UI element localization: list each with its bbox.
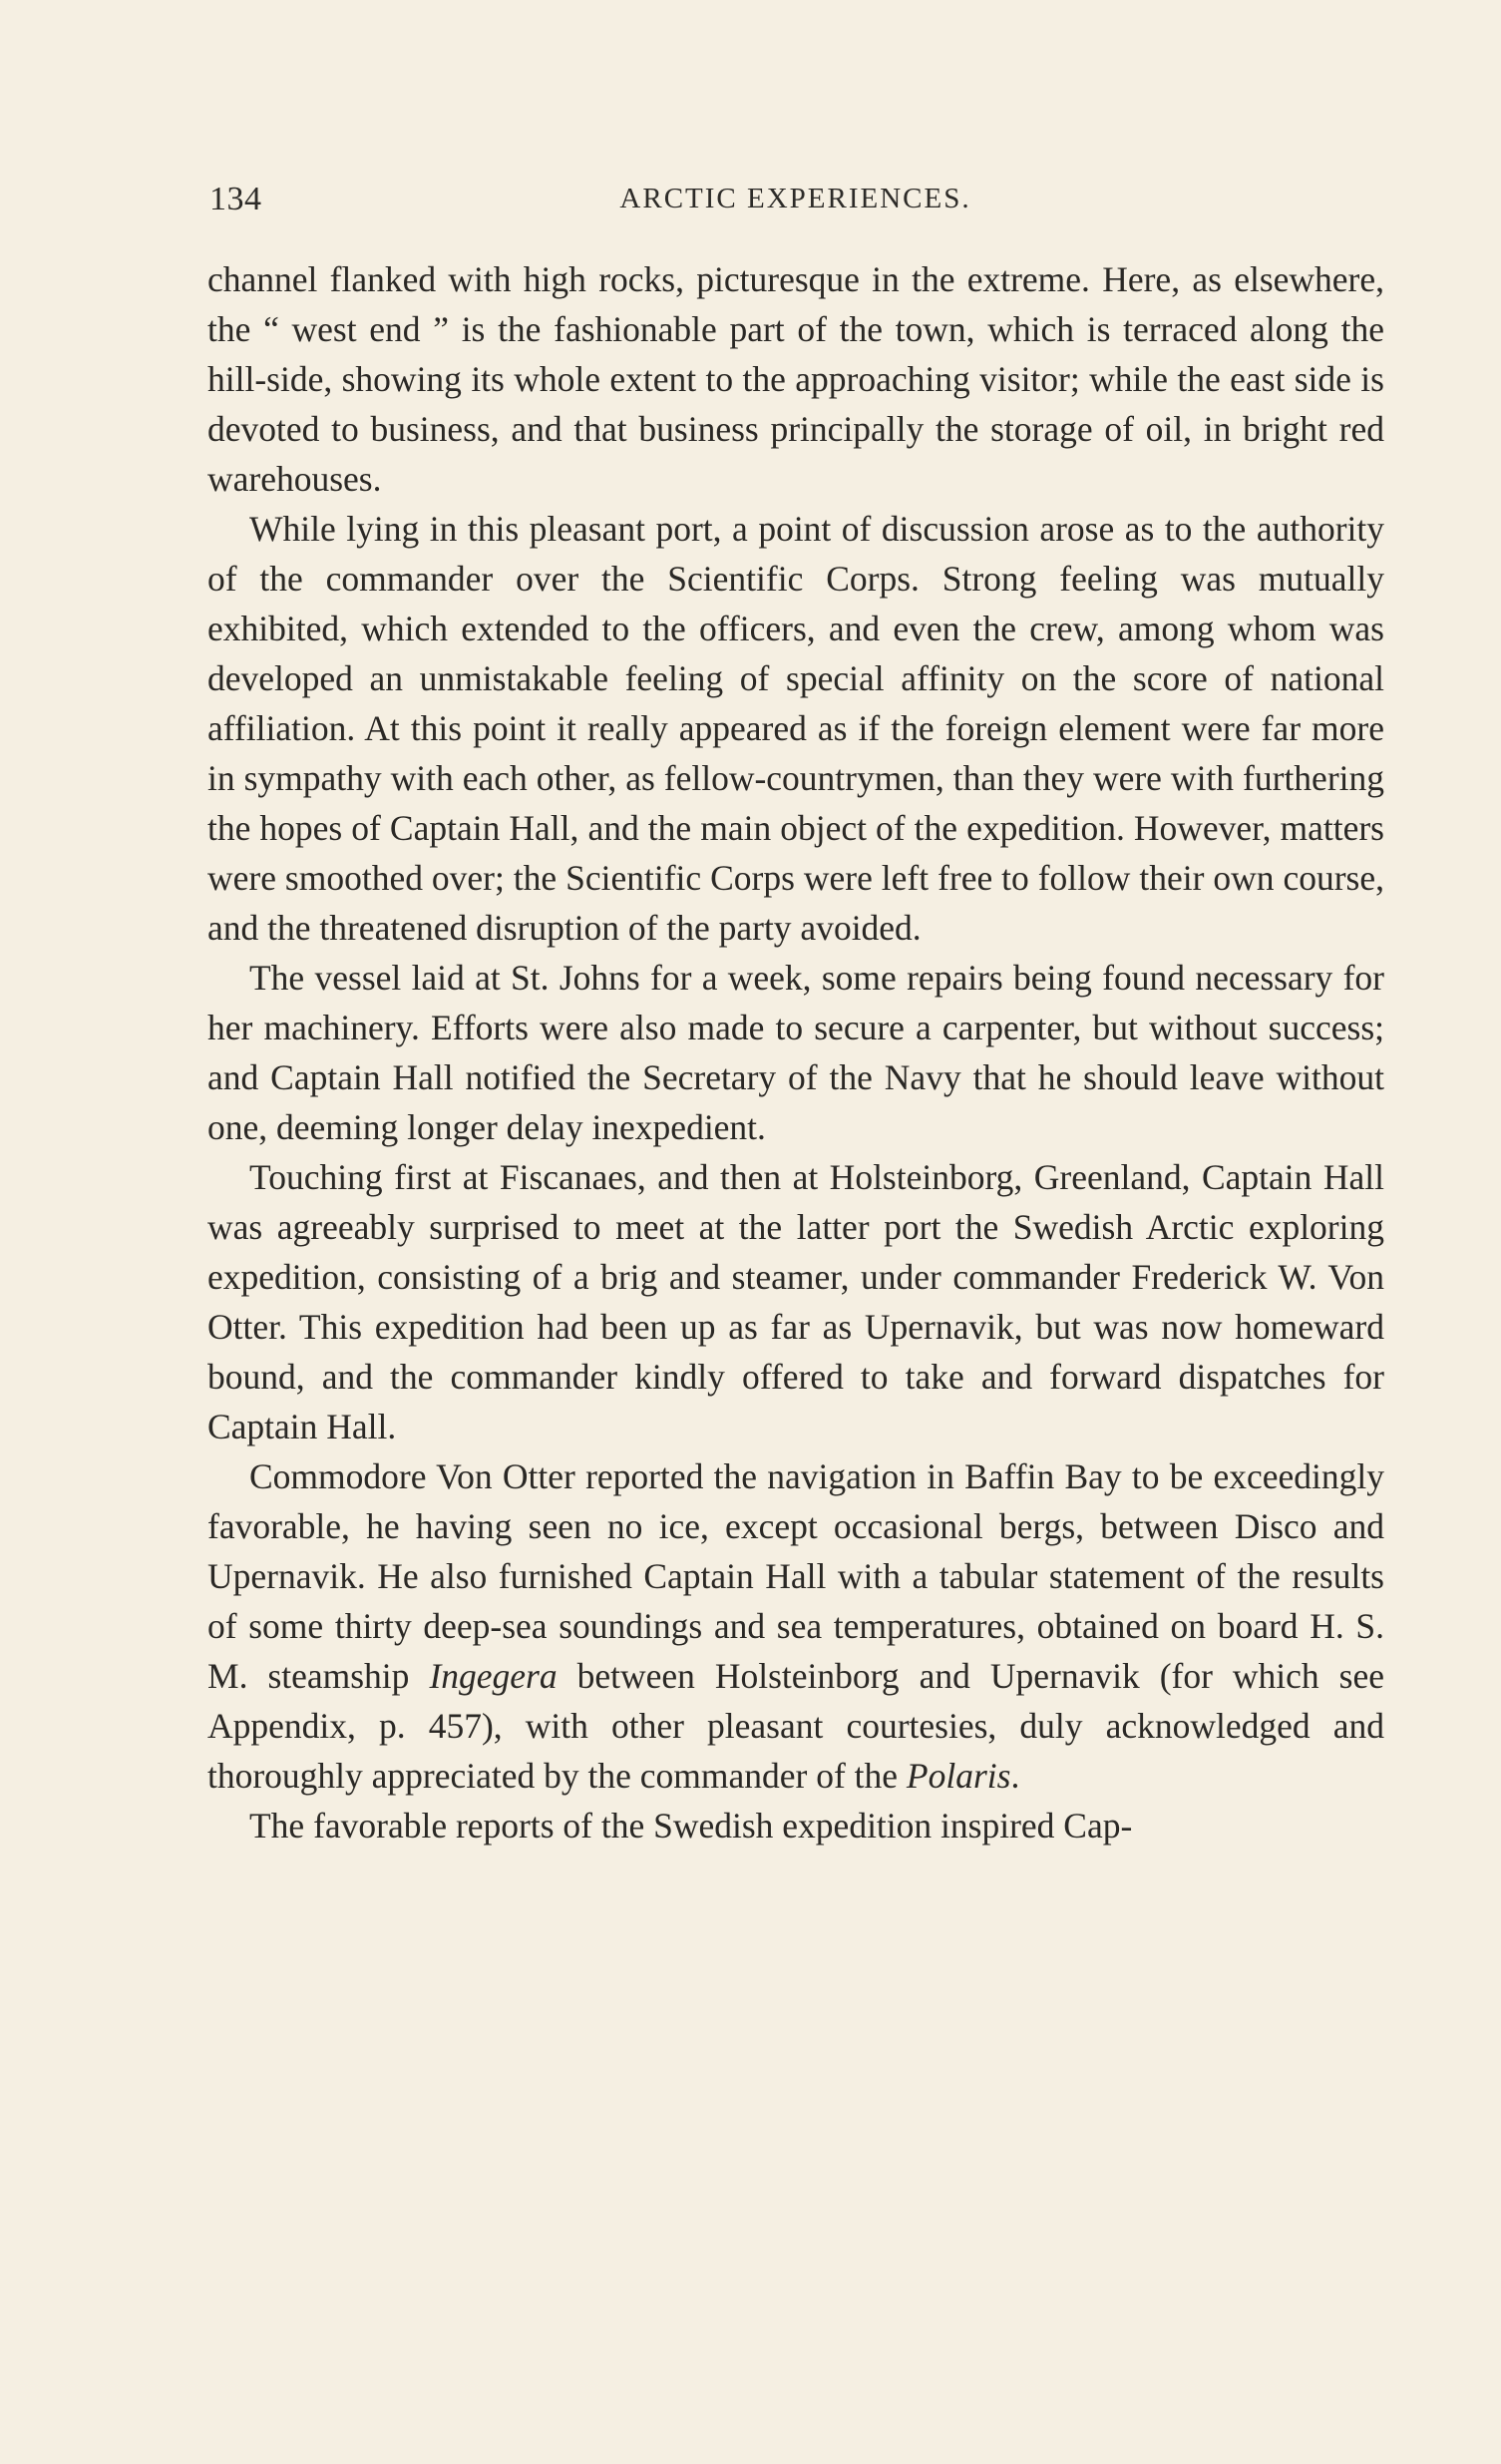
page-number: 134: [209, 181, 262, 217]
paragraph-5-end: .: [1010, 1756, 1020, 1796]
paragraph-4: Touching first at Fiscanaes, and then at Holsteinborg, Greenland, Captain Hall was agreeably surprised to meet at the latter port the Swedish Arctic exploring expedition, consisting of a brig and steamer, under commander Frederick W. Von Otter. This expedition had been up as far as Upernavik, but was now homeward bound, and the commander kindly offered to take and forward dispatches for Captain Hall.: [207, 1157, 1384, 1446]
paragraph-5-text-b: between Holsteinborg and Upernavik (for which see Appendix, p. 457), with other pleasant courtesies, duly acknowledged and thoroughly appreciated by the commander of the: [207, 1656, 1384, 1796]
running-title: ARCTIC EXPERIENCES.: [619, 183, 971, 214]
ship-name-polaris: Polaris: [906, 1756, 1011, 1796]
paragraph-5-text-a: Commodore Von Otter reported the navigation in Baffin Bay to be exceedingly favorable, he having seen no ice, except occasional bergs, between Disco and Upernavik. He also furnished Captain Hall with a tabular statement of the results of some thirty deep-sea soundings and sea temperatures, obtained on board H. S. M. steamship: [207, 1456, 1384, 1696]
paragraph-2: While lying in this pleasant port, a point of discussion arose as to the authority of the commander over the Scientific Corps. Strong feeling was mutually exhibited, which extended to the officers, and even the crew, among whom was developed an unmistakable feeling of special affinity on the score of national affiliation. At this point it really appeared as if the foreign element were far more in sympathy with each other, as fellow-countrymen, than they were with furthering the hopes of Captain Hall, and the main object of the expedition. However, matters were smoothed over; the Scientific Corps were left free to follow their own course, and the threatened disruption of the party avoided.: [207, 509, 1384, 948]
body-text: [207, 254, 1384, 1850]
ship-name-ingegera: Ingegera: [429, 1656, 558, 1696]
paragraph-1: channel flanked with high rocks, picturesque in the extreme. Here, as elsewhere, the “ west end ” is the fashionable part of the town, which is terraced along the hill-side, showing its whole extent to the approaching visitor; while the east side is devoted to business, and that business principally the storage of oil, in bright red warehouses.: [207, 259, 1384, 499]
paragraph-6: The favorable reports of the Swedish expedition inspired Cap-: [249, 1806, 1133, 1846]
paragraph-5: [207, 1451, 1384, 1801]
page-header: [209, 175, 1381, 234]
paragraph-3: The vessel laid at St. Johns for a week, some repairs being found necessary for her machinery. Efforts were also made to secure a carpenter, but without success; and Captain Hall notified the Secretary of the Navy that he should leave without one, deeming longer delay inexpedient.: [207, 958, 1384, 1147]
